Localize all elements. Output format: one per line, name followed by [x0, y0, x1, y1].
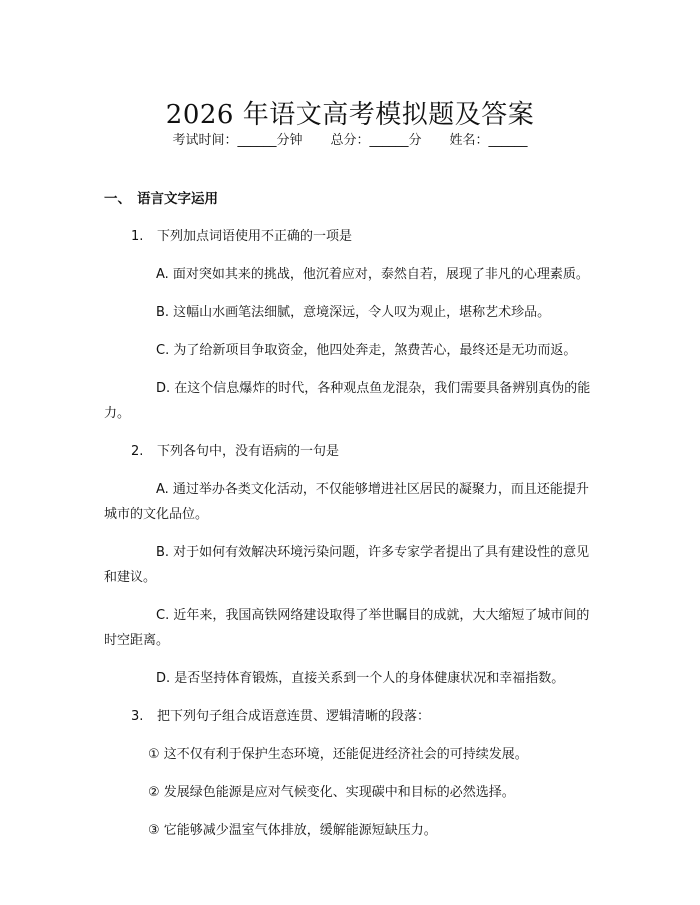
- option-b: B. 对于如何有效解决环境污染问题，许多专家学者提出了具有建设性的意见和建议。: [104, 545, 590, 585]
- exam-time-field: 考试时间：______分钟: [172, 133, 303, 148]
- question-number: 2.: [131, 444, 144, 459]
- question-number: 1.: [131, 229, 144, 244]
- question-number: 3.: [131, 709, 144, 724]
- sentence-item: ① 这不仅有利于保护生态环境，还能促进经济社会的可持续发展。: [148, 747, 528, 762]
- option-c: C. 为了给新项目争取资金，他四处奔走，煞费苦心，最终还是无功而返。: [156, 343, 577, 358]
- question-3: [104, 704, 594, 729]
- option-c: C. 近年来，我国高铁网络建设取得了举世瞩目的成就，大大缩短了城市间的时空距离。: [104, 608, 590, 648]
- name-field: 姓名：______: [449, 133, 528, 148]
- question-stem: 下列各句中，没有语病的一句是: [157, 444, 340, 459]
- question-stem: 把下列句子组合成语意连贯、逻辑清晰的段落：: [157, 709, 431, 724]
- section-title: 语言文字运用: [137, 191, 218, 207]
- section-number: 一、: [104, 191, 131, 207]
- exam-meta: [0, 131, 700, 151]
- option-d: D. 在这个信息爆炸的时代，各种观点鱼龙混杂，我们需要具备辨别真伪的能力。: [104, 381, 591, 421]
- question-list: [104, 224, 594, 856]
- section-heading: [104, 189, 218, 209]
- question-stem: 下列加点词语使用不正确的一项是: [157, 229, 353, 244]
- option-a: A. 面对突如其来的挑战，他沉着应对，泰然自若，展现了非凡的心理素质。: [156, 267, 589, 282]
- option-a: A. 通过举办各类文化活动，不仅能够增进社区居民的凝聚力，而且还能提升城市的文化品位。: [104, 482, 589, 522]
- question-2: [104, 439, 594, 464]
- page-title: 2026 年语文高考模拟题及答案: [165, 100, 535, 131]
- question-1: [104, 224, 594, 249]
- option-b: B. 这幅山水画笔法细腻，意境深远，令人叹为观止，堪称艺术珍品。: [156, 305, 551, 320]
- sentence-item: ② 发展绿色能源是应对气候变化、实现碳中和目标的必然选择。: [148, 785, 515, 800]
- sentence-item: ③ 它能够减少温室气体排放，缓解能源短缺压力。: [148, 823, 437, 838]
- total-score-field: 总分：______分: [330, 133, 422, 148]
- option-d: D. 是否坚持体育锻炼，直接关系到一个人的身体健康状况和幸福指数。: [156, 671, 565, 686]
